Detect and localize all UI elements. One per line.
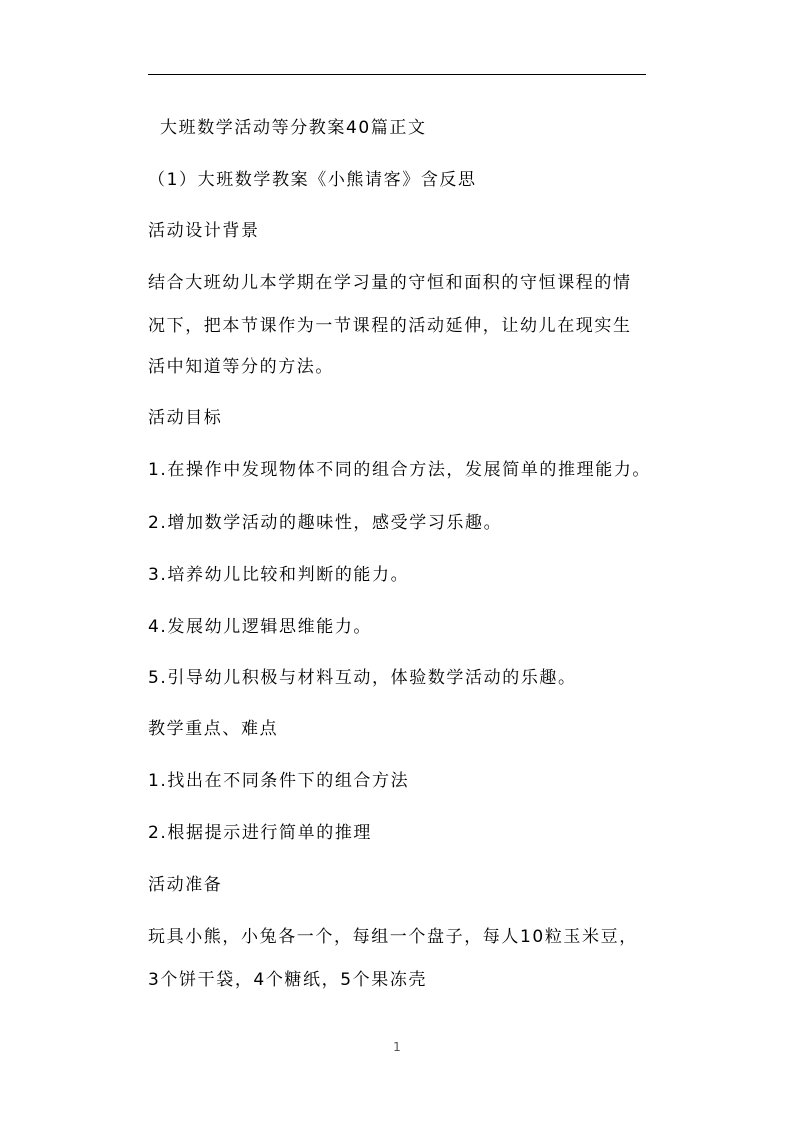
header-rule (148, 74, 646, 75)
list-item: 4.发展幼儿逻辑思维能力。 (148, 617, 373, 637)
paragraph-line: 活中知道等分的方法。 (148, 357, 334, 377)
paragraph-line: 况下，把本节课作为一节课程的活动延伸，让幼儿在现实生 (148, 316, 632, 336)
subheading-key-points: 教学重点、难点 (148, 719, 279, 739)
paragraph-line: 玩具小熊，小兔各一个，每组一个盘子，每人10粒玉米豆， (148, 927, 638, 947)
page-number: 1 (393, 1040, 401, 1054)
list-item: 1.找出在不同条件下的组合方法 (148, 771, 410, 791)
list-item: 2.根据提示进行简单的推理 (148, 823, 373, 843)
document-title: 大班数学活动等分教案40篇正文 (160, 118, 427, 138)
subheading-background: 活动设计背景 (148, 221, 260, 241)
subheading-goals: 活动目标 (148, 408, 223, 428)
subheading-preparation: 活动准备 (148, 875, 223, 895)
paragraph-line: 3个饼干袋，4个糖纸，5个果冻壳 (148, 970, 428, 990)
list-item: 3.培养幼儿比较和判断的能力。 (148, 565, 410, 585)
list-item: 5.引导幼儿积极与材料互动，体验数学活动的乐趣。 (148, 668, 577, 688)
paragraph-line: 结合大班幼儿本学期在学习量的守恒和面积的守恒课程的情 (148, 273, 632, 293)
list-item: 1.在操作中发现物体不同的组合方法，发展简单的推理能力。 (148, 460, 652, 480)
section-heading: （1）大班数学教案《小熊请客》含反思 (148, 170, 477, 190)
list-item: 2.增加数学活动的趣味性，感受学习乐趣。 (148, 513, 503, 533)
